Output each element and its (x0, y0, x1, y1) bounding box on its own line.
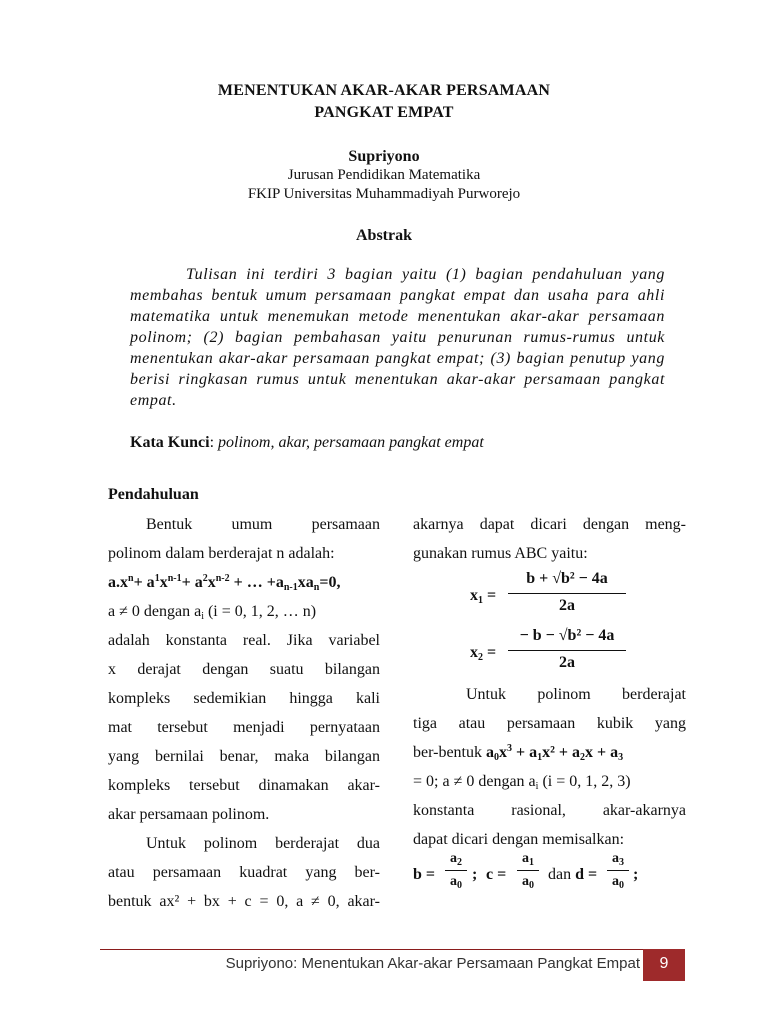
left-p2-l1: Untuk polinom berderajat dua (146, 835, 380, 852)
author-dept: Jurusan Pendidikan Matematika (287, 167, 481, 183)
sub-sep-2: ; (633, 866, 639, 883)
left-p1-l9: yang bernilai benar, maka bilangan (108, 748, 380, 765)
right-l2: gunakan rumus ABC yaitu: (413, 545, 588, 562)
x1-denominator: 2a (559, 597, 575, 614)
right-p2-l5: konstanta rasional, akar-akarnya (413, 802, 686, 819)
x1-lhs: $x_1$ = (470, 587, 497, 606)
right-p2-l2: tiga atau persamaan kubik yang (413, 715, 686, 732)
x2-denominator: 2a (559, 654, 575, 671)
right-p2-l1: Untuk polinom berderajat (466, 686, 686, 703)
sub-b-den: $a_0$ (450, 874, 462, 891)
author-inst: FKIP Universitas Muhammadiyah Purworejo (247, 186, 521, 202)
left-p2-l2: atau persamaan kuadrat yang ber- (108, 864, 380, 881)
keywords-label: Kata Kunci (130, 434, 210, 451)
sub-c-den: $a_0$ (522, 874, 534, 891)
paper-title-line1: MENENTUKAN AKAR-AKAR PERSAMAAN (217, 82, 551, 99)
left-p1-l4: a ≠ 0 dengan $a_i$ (i = 0, 1, 2, … n) (108, 603, 317, 622)
sub-d-den: $a_0$ (612, 874, 624, 891)
right-p2-l6: dapat dicari dengan memisalkan: (413, 831, 625, 848)
right-p2-l4-a: = 0; a ≠ 0 dengan a (413, 773, 536, 790)
left-p1-l6: x derajat dengan suatu bilangan (108, 661, 380, 678)
sub-d-lhs: dan d = (548, 866, 598, 883)
sub-d-bar (607, 870, 629, 871)
left-p1-formula: $a.x^n+ a^1x^{n-1}+ a^2x^{n-2}$ + … $+a_{n-1}xa_n=0$, (108, 573, 341, 593)
left-p1-l7: kompleks sedemikian hingga kali (108, 690, 380, 707)
right-p2-l4: = 0; a ≠ 0 dengan $a_i$ (i = 0, 1, 2, 3) (413, 773, 631, 792)
sub-sep-1: ; (472, 866, 478, 883)
page-number: 9 (643, 949, 685, 981)
sub-b-bar (445, 870, 467, 871)
x2-fraction-bar (508, 650, 626, 651)
footer-rule (100, 949, 643, 950)
left-p1-l2: polinom dalam berderajat n adalah: (108, 545, 335, 562)
abstract-text: Tulisan ini terdiri 3 bagian yaitu (1) bagian pendahuluan yang membahas bentuk umum persamaan pangkat empat dan usaha para ahli matematika untuk menemukan metode menentukan akar-akar persamaan polinom; (2) bagian pembahasan yaitu penurunan rumus-rumus untuk menentukan akar-akar persamaan pangkat empat; (3) bagian penutup yang berisi ringkasan rumus untuk menentukan akar-akar persamaan pangkat empat. (130, 266, 665, 409)
abstract-heading: Abstrak (355, 227, 412, 244)
x1-fraction-bar (508, 593, 626, 594)
x1-numerator: b + √b² − 4a (526, 570, 608, 587)
abstract-body (130, 264, 665, 411)
left-p1-l11: akar persamaan polinom. (108, 806, 270, 823)
sub-b-num: $a_2$ (450, 851, 462, 868)
left-p1-l4-a: a ≠ 0 dengan a (108, 603, 202, 620)
x2-lhs: $x_2$ = (470, 644, 497, 663)
sub-c-lhs: c = (486, 866, 507, 883)
footer-running-title: Supriyono: Menentukan Akar-akar Persamaan Pangkat Empat (225, 955, 640, 972)
right-l1: akarnya dapat dicari dengan meng- (413, 516, 686, 533)
paper-title-line2: PANGKAT EMPAT (314, 104, 454, 121)
sub-c-bar (517, 870, 539, 871)
sub-d-num: $a_3$ (612, 851, 624, 868)
left-p1-l10: kompleks tersebut dinamakan akar- (108, 777, 380, 794)
sub-c-num: $a_1$ (522, 851, 534, 868)
right-p2-l4-b: (i = 0, 1, 2, 3) (538, 773, 631, 790)
left-p2-l3: bentuk ax² + bx + c = 0, a ≠ 0, akar- (108, 893, 380, 910)
left-p1-l8: mat tersebut menjadi pernyataan (108, 719, 380, 736)
sub-b-lhs: b = (413, 866, 436, 883)
left-p1-l4-b: (i = 0, 1, 2, … n) (203, 603, 317, 620)
author-name: Supriyono (348, 148, 420, 165)
x2-symbol: x (470, 644, 478, 661)
keywords: Kata Kunci: polinom, akar, persamaan pangkat empat (130, 434, 484, 451)
cubic-formula: ber-bentuk $a_0x^3 + a_1x^2 + a_2x + a_3$ (413, 743, 624, 763)
left-p1-l5: adalah konstanta real. Jika variabel (108, 632, 380, 649)
section-heading: Pendahuluan (108, 486, 199, 503)
keywords-value: polinom, akar, persamaan pangkat empat (218, 434, 484, 451)
left-p1-l1: Bentuk umum persamaan (146, 516, 380, 533)
x1-symbol: x (470, 587, 478, 604)
x2-numerator: − b − √b² − 4a (519, 627, 615, 644)
